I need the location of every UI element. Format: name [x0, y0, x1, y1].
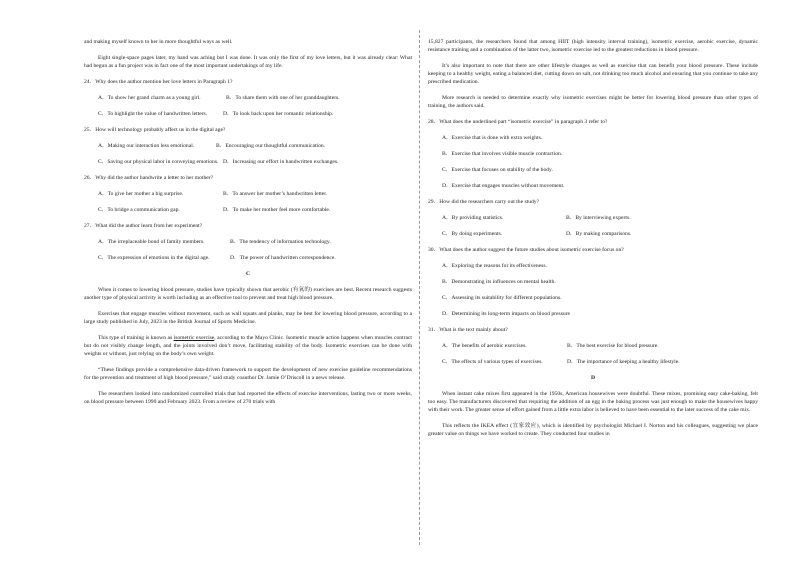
text-run: This type of training is known as [98, 335, 174, 341]
options-row [98, 254, 412, 262]
option-c: C．To bridge a communication gap. [98, 207, 180, 213]
option-b: B．The tendency of information technology. [230, 239, 331, 245]
question-27: 27．What did the author learn from her experiment? [84, 223, 203, 229]
paragraph: When it comes to lowering blood pressure, studies have typically shown that aerobic (有氧的) exercises are best. Recent research suggests another type of physical activity is worth including as an effective tool to prevent and treat high blood pressure. [84, 287, 412, 301]
option-c: C．Exercise that focuses on stability of the body. [442, 167, 553, 173]
options-row [442, 214, 758, 222]
text-run: , according to the Mayo Clinic. Isometric muscle action happens when muscles contract but do not visibly change length, and the joints involved don’t move, facilitating stability of the body. Isometric exercises can be done with weights or without, just relying on the body’s own weight. [84, 335, 412, 357]
paragraph: “These findings provide a comprehensive data-driven framework to support the development of new exercise guideline recommendations for the prevention and treatment of high blood pressure,” said study coauthor Dr. Jamie O’Driscoll in a news release. [84, 367, 412, 381]
question-30: 30．What does the author suggest the future studies about isometric exercise focus on? [428, 247, 624, 253]
option-d: D．The importance of keeping a healthy lifestyle. [567, 359, 680, 365]
paragraph [84, 334, 412, 358]
option-c: C．Assessing its suitability for different populations. [442, 295, 562, 301]
option-b: B．The best exercise for blood pressure. [567, 343, 659, 349]
options-row [98, 206, 412, 214]
option-c: C．To highlight the value of handwritten letters. [98, 111, 208, 117]
question-29: 29．How did the researchers carry out the study? [428, 199, 540, 205]
option-b: B．Encouraging our thoughtful communication. [216, 143, 326, 149]
right-column [428, 38, 758, 446]
options-row [442, 342, 758, 350]
question-25: 25．How will technology probably affect us in the digital age? [84, 127, 226, 133]
option-a: A．To show her grand charm as a young girl. [98, 95, 201, 101]
option-c: C．Saving our physical labor in conveying emotions. [98, 159, 219, 165]
options-row [98, 238, 412, 246]
option-d: D．Increasing our effort in handwritten exchanges. [223, 159, 339, 165]
option-d: D．To look back upon her romantic relationship. [223, 111, 334, 117]
question-28: 28．What does the underlined part “isometric exercise” in paragraph 3 refer to? [428, 119, 608, 125]
option-b: B．To share them with one of her granddaughters. [226, 95, 340, 101]
option-d: D．Exercise that engages muscles without movement. [442, 183, 565, 189]
passage-heading-d: D [590, 375, 596, 381]
options-row [98, 142, 412, 150]
options-row [98, 94, 412, 102]
question-26: 26．Why did the author handwrite a letter to her mother? [84, 175, 214, 181]
question-31: 31．What is the text mainly about? [428, 327, 508, 333]
option-b: B．By interviewing experts. [566, 215, 631, 221]
options-row [98, 110, 412, 118]
options-row [442, 230, 758, 238]
passage-heading-c: C [245, 271, 251, 277]
left-column [84, 38, 412, 414]
question-24: 24．Why does the author mention her love letters in Paragraph 1? [84, 79, 233, 85]
option-a: A．By providing statistics. [442, 215, 504, 221]
option-d: D．By making comparisons. [566, 231, 632, 237]
option-b: B．To answer her mother’s handwritten letter. [223, 191, 328, 197]
underlined-term: isometric exercise [173, 335, 215, 341]
option-a: A．Exploring the reasons for its effectiveness. [442, 263, 547, 269]
option-d: D．To make her mother feel more comfortable. [223, 207, 331, 213]
option-a: A．To give her mother a big surprise. [98, 191, 184, 197]
option-d: D．The power of handwritten correspondence. [230, 255, 336, 261]
option-c: C．The expression of emotions in the digital age. [98, 255, 210, 261]
paragraph: and making myself known to her in more thoughtful ways as well. [84, 39, 233, 45]
options-row [98, 190, 412, 198]
paragraph: This reflects the IKEA effect (宜家效应), which is identified by psychologist Michael I. Norton and his colleagues, suggesting we place greater value on things we have worked to create. They conducted four studies in [428, 423, 758, 437]
option-d: D．Determining its long-term impacts on blood pressure [442, 311, 571, 317]
option-a: A．The irreplaceable bond of family members. [98, 239, 205, 245]
paragraph: Eight single-space pages later, my hand was aching but I was done. It was only the first of my love letters, but it was already clear: What had begun as a fun project was in fact one of the most important undertakings of my life. [84, 55, 412, 69]
paragraph: More research is needed to determine exactly why isometric exercises might be better for lowering blood pressure than other types of training, the authors said. [428, 95, 758, 109]
option-c: C．The effects of various types of exercises. [442, 359, 543, 365]
option-b: B．Demonstrating its influences on mental health. [442, 279, 556, 285]
option-b: B．Exercise that involves visible muscle contraction. [442, 151, 563, 157]
option-a: A．Exercise that is done with extra weights. [442, 135, 543, 141]
paragraph: It’s also important to note that there are other lifestyle changes as well as exercise that can benefit your blood pressure. These include keeping to a healthy weight, eating a balanced diet, cutting down on salt, not drinking too much alcohol and ensuring that you continue to take any prescribed medication. [428, 63, 758, 85]
option-c: C．By doing experiments. [442, 231, 503, 237]
option-a: A．The benefits of aerobic exercises. [442, 343, 527, 349]
paragraph: Exercises that engage muscles without movement, such as wall squats and planks, may be best for lowering blood pressure, according to a large study published in July, 2023 in the British Journal of Sports Medicine. [84, 311, 412, 325]
column-divider [419, 30, 420, 545]
option-a: A．Making our interaction less emotional. [98, 143, 195, 149]
paragraph: The researchers looked into randomized controlled trials that had reported the effects of exercise interventions, lasting two or more weeks, on blood pressure between 1990 and February 2023. From a review of 270 trials with [84, 391, 412, 405]
paragraph: 15,827 participants, the researchers found that among HIIT (high intensity interval training), isometric exercise, aerobic exercise, dynamic resistance training and a combination of the latter two, isometric exercise led to the greatest reductions in blood pressure. [428, 39, 758, 53]
options-row [442, 358, 758, 366]
paragraph: When instant cake mixes first appeared in the 1950s, American housewives were doubtful. These mixes, promising easy cake-baking, felt too easy. The manufacturers discovered that requiring the addition of an egg in the baking process was just enough to make the housewives happy with their work. The greater sense of effort gained from a little extra labor is believed to have been essential to the later success of the cake mix. [428, 391, 758, 413]
options-row [98, 158, 412, 166]
